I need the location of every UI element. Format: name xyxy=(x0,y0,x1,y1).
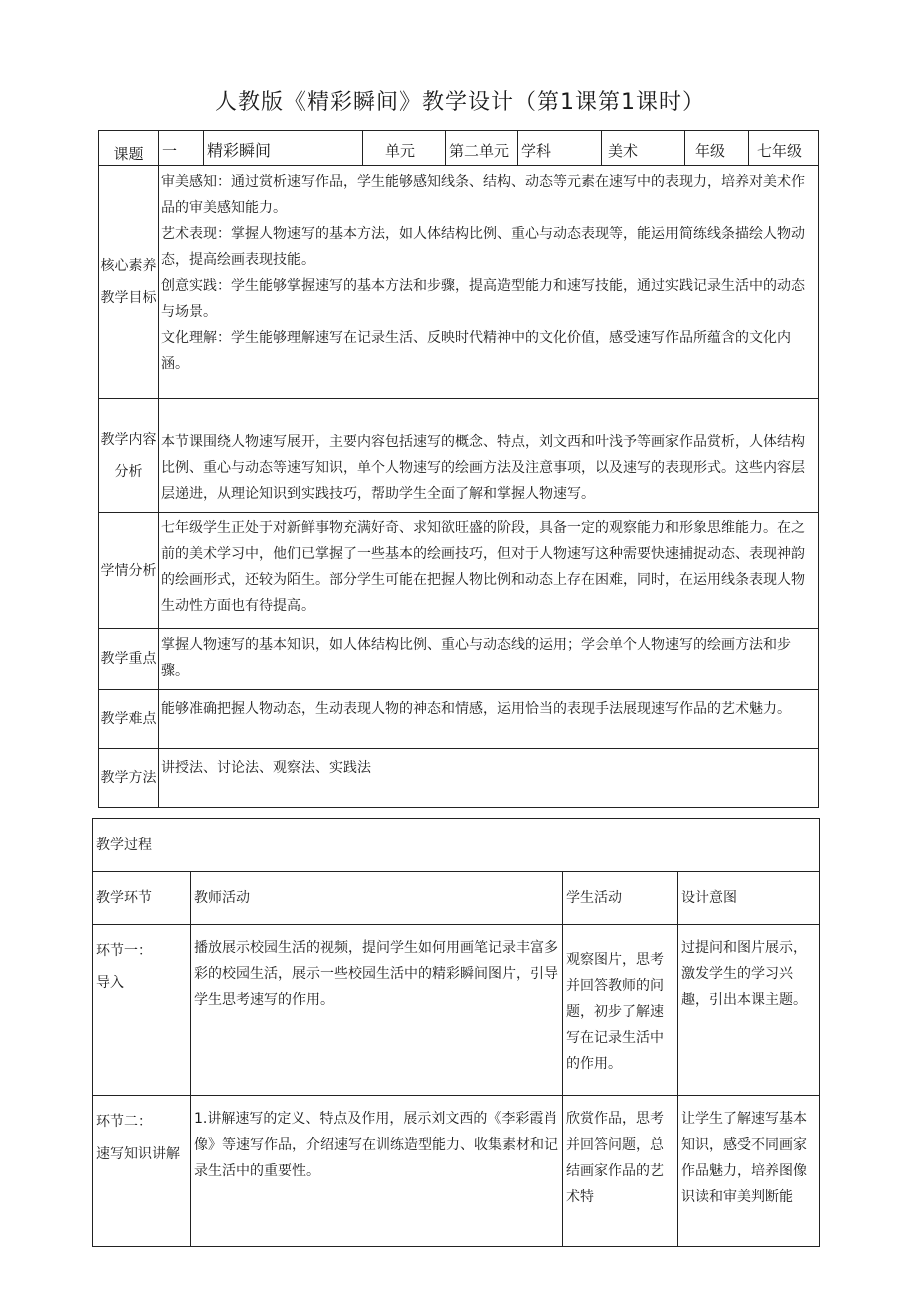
core-goals-row xyxy=(99,166,819,399)
core-goals-content xyxy=(159,166,819,399)
core-goal-expression: 艺术表现：掌握人物速写的基本方法，如人体结构比例、重心与动态表现等，能运用简练线条描绘人物动态，提高绘画表现技能。 xyxy=(161,226,805,268)
teaching-process-table xyxy=(92,818,820,1247)
methods-label: 教学方法 xyxy=(99,749,159,808)
key-points-row xyxy=(99,629,819,690)
design-intent: 让学生了解速写基本知识，感受不同画家作品魅力，培养图像识读和审美判断能 xyxy=(678,1096,820,1247)
difficulties-label: 教学难点 xyxy=(99,690,159,749)
core-goals-label: 核心素养教学目标 xyxy=(99,166,159,399)
subject-value: 美术 xyxy=(602,131,685,166)
unit-label: 单元 xyxy=(363,131,446,166)
student-activity: 观察图片，思考并回答教师的问题，初步了解速写在记录生活中的作用。 xyxy=(563,925,678,1096)
header-row xyxy=(99,131,819,166)
grade-label: 年级 xyxy=(685,131,749,166)
teacher-activity: 播放展示校园生活的视频，提问学生如何用画笔记录丰富多彩的校园生活，展示一些校园生活中的精彩瞬间图片，引导学生思考速写的作用。 xyxy=(191,925,563,1096)
student-activity: 欣赏作品，思考并回答问题，总结画家作品的艺术特 xyxy=(563,1096,678,1247)
topic-dash: 一 xyxy=(159,131,204,166)
column-intent: 设计意图 xyxy=(678,872,820,925)
column-teacher: 教师活动 xyxy=(191,872,563,925)
student-analysis-row xyxy=(99,513,819,629)
column-stage: 教学环节 xyxy=(93,872,191,925)
topic-label: 课题 xyxy=(99,131,159,166)
lesson-info-table xyxy=(98,130,819,808)
core-goal-creative: 创意实践：学生能够掌握速写的基本方法和步骤，提高造型能力和速写技能，通过实践记录生活中的动态与场景。 xyxy=(161,278,805,320)
process-title-row xyxy=(93,819,820,872)
process-title: 教学过程 xyxy=(93,819,820,872)
methods-row xyxy=(99,749,819,808)
grade-value: 七年级 xyxy=(749,131,819,166)
content-analysis-row xyxy=(99,399,819,513)
page-title: 人教版《精彩瞬间》教学设计（第1课第1课时） xyxy=(215,90,705,115)
student-analysis-label: 学情分析 xyxy=(99,513,159,629)
stage-name: 速写知识讲解 xyxy=(96,1146,180,1162)
content-analysis-label: 教学内容分析 xyxy=(99,399,159,513)
unit-value: 第二单元 xyxy=(446,131,518,166)
stage-name: 导入 xyxy=(96,975,124,991)
stage-number: 环节一： xyxy=(96,943,152,959)
process-stage-row xyxy=(93,1096,820,1247)
content-analysis-text: 本节课围绕人物速写展开，主要内容包括速写的概念、特点，刘文西和叶浅予等画家作品赏析，人体结构比例、重心与动态等速写知识，单个人物速写的绘画方法及注意事项，以及速写的表现形式。这些内容层层递进，从理论知识到实践技巧，帮助学生全面了解和掌握人物速写。 xyxy=(159,399,819,513)
process-stage-row xyxy=(93,925,820,1096)
subject-label: 学科 xyxy=(518,131,602,166)
methods-text: 讲授法、讨论法、观察法、实践法 xyxy=(159,749,819,808)
core-goal-culture: 文化理解：学生能够理解速写在记录生活、反映时代精神中的文化价值，感受速写作品所蕴含的文化内涵。 xyxy=(161,330,791,372)
key-points-text: 掌握人物速写的基本知识，如人体结构比例、重心与动态线的运用；学会单个人物速写的绘画方法和步骤。 xyxy=(159,629,819,690)
stage-number: 环节二： xyxy=(96,1114,152,1130)
difficulties-text: 能够准确把握人物动态，生动表现人物的神态和情感，运用恰当的表现手法展现速写作品的艺术魅力。 xyxy=(159,690,819,749)
stage-label xyxy=(93,1096,191,1247)
difficulties-row xyxy=(99,690,819,749)
topic-value: 精彩瞬间 xyxy=(204,131,363,166)
design-intent: 过提问和图片展示，激发学生的学习兴趣，引出本课主题。 xyxy=(678,925,820,1096)
teacher-activity: 1.讲解速写的定义、特点及作用，展示刘文西的《李彩霞肖像》等速写作品，介绍速写在训练造型能力、收集素材和记录生活中的重要性。 xyxy=(191,1096,563,1247)
stage-label xyxy=(93,925,191,1096)
core-goal-aesthetic: 审美感知：通过赏析速写作品，学生能够感知线条、结构、动态等元素在速写中的表现力，培养对美术作品的审美感知能力。 xyxy=(161,174,805,216)
key-points-label: 教学重点 xyxy=(99,629,159,690)
process-column-header xyxy=(93,872,820,925)
column-student: 学生活动 xyxy=(563,872,678,925)
student-analysis-text: 七年级学生正处于对新鲜事物充满好奇、求知欲旺盛的阶段，具备一定的观察能力和形象思维能力。在之前的美术学习中，他们已掌握了一些基本的绘画技巧，但对于人物速写这种需要快速捕捉动态、表现神韵的绘画形式，还较为陌生。部分学生可能在把握人物比例和动态上存在困难，同时，在运用线条表现人物生动性方面也有待提高。 xyxy=(159,513,819,629)
